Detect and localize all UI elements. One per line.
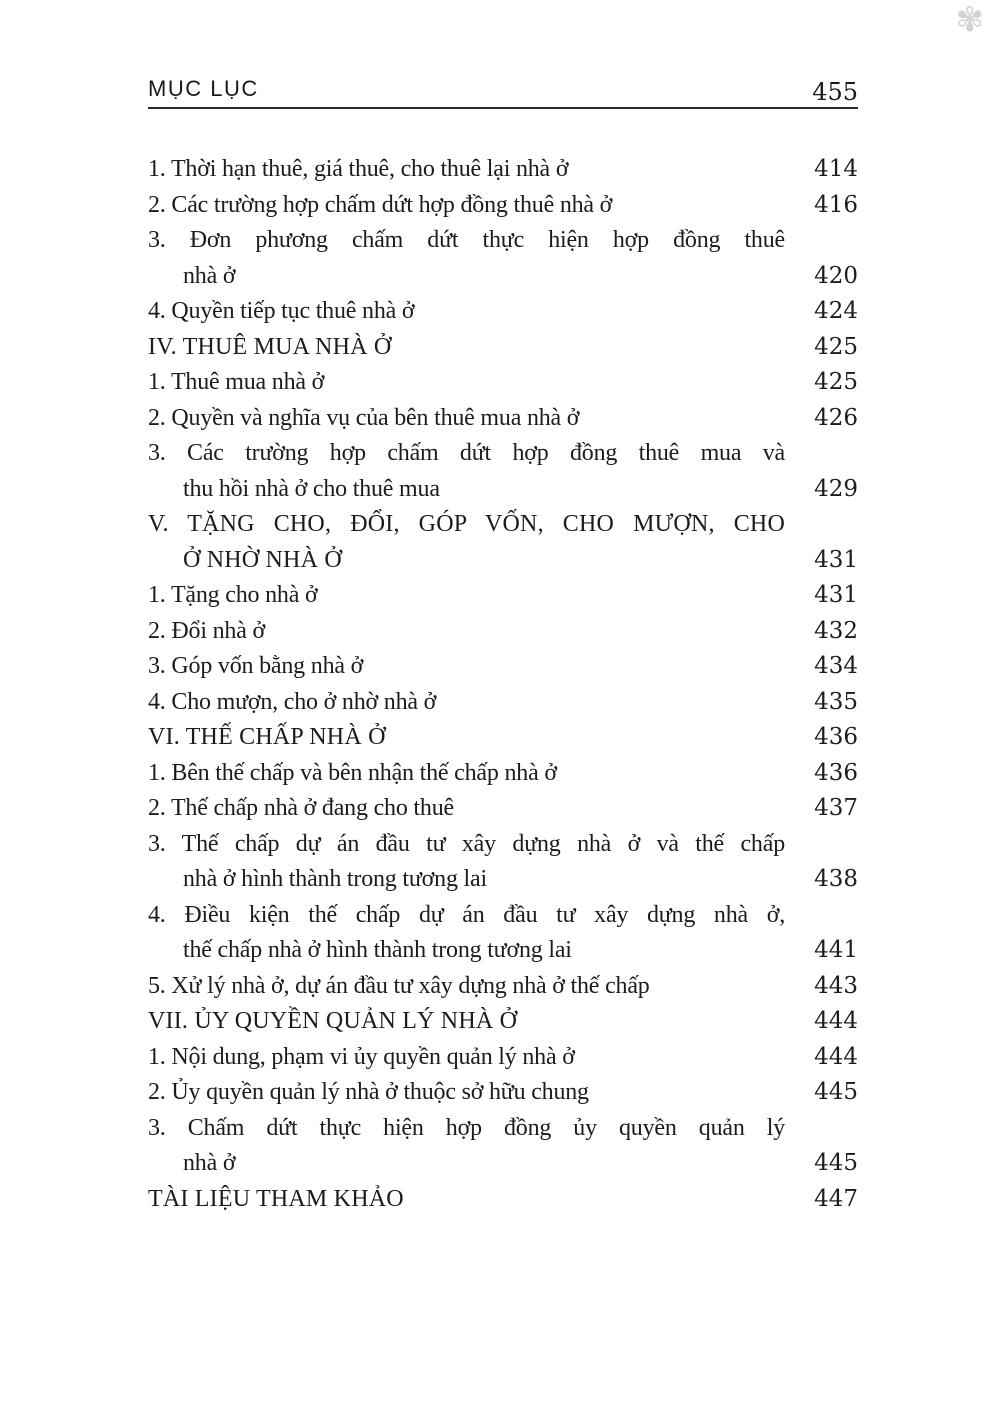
toc-entry-page: 420 xyxy=(814,262,858,289)
toc-entry-page: 444 xyxy=(814,1043,858,1070)
toc-entry-line: 3. Các trường hợp chấm dứt hợp đồng thuê mua và xyxy=(148,440,785,466)
toc-entry xyxy=(148,294,858,330)
toc-entry-line: 3. Đơn phương chấm dứt thực hiện hợp đồng thuê xyxy=(148,227,785,253)
toc-entry-line: 5. Xử lý nhà ở, dự án đầu tư xây dựng nhà ở thế chấp xyxy=(148,972,650,999)
header-rule xyxy=(148,107,858,109)
toc-entry-line: 2. Ủy quyền quản lý nhà ở thuộc sở hữu chung xyxy=(148,1079,589,1105)
toc-entry xyxy=(148,223,858,294)
toc-entry-line: 2. Thế chấp nhà ở đang cho thuê xyxy=(148,795,454,821)
toc-entry-line: V. TẶNG CHO, ĐỔI, GÓP VỐN, CHO MƯỢN, CHO xyxy=(148,511,785,537)
toc-entry-line: nhà ở hình thành trong tương lai xyxy=(183,866,487,892)
toc-entry-page: 436 xyxy=(814,759,858,786)
flower-icon: ✾ xyxy=(955,2,984,39)
page-title: MỤC LỤC xyxy=(148,76,259,101)
toc-entry-page: 414 xyxy=(814,156,858,182)
toc-entry-line: 1. Bên thế chấp và bên nhận thế chấp nhà ở xyxy=(148,759,557,786)
toc-entry-page: 425 xyxy=(814,369,858,395)
toc-entry-page: 425 xyxy=(814,333,858,360)
toc-entry xyxy=(148,365,858,401)
toc-entry-page: 416 xyxy=(814,191,858,218)
toc-entry xyxy=(148,898,858,969)
toc-entry xyxy=(148,578,858,614)
toc-entry-line: VI. THẾ CHẤP NHÀ Ở xyxy=(148,724,386,750)
toc-entry xyxy=(148,188,858,224)
toc-entry-line: IV. THUÊ MUA NHÀ Ở xyxy=(148,333,392,360)
toc-entry xyxy=(148,614,858,650)
toc-entry-page: 435 xyxy=(814,688,858,715)
toc-entry-page: 434 xyxy=(814,653,858,679)
toc-entry-page: 444 xyxy=(814,1008,858,1034)
toc-entry-line: 1. Tặng cho nhà ở xyxy=(148,582,318,608)
toc-entry xyxy=(148,1040,858,1076)
toc-entry xyxy=(148,791,858,827)
toc-entry-line: 4. Quyền tiếp tục thuê nhà ở xyxy=(148,298,415,324)
header-page-number: 455 xyxy=(812,78,858,106)
toc-entry-line: 3. Chấm dứt thực hiện hợp đồng ủy quyền quản lý xyxy=(148,1114,785,1141)
toc-entry xyxy=(148,685,858,721)
page-header xyxy=(148,72,858,106)
toc-entry-line: 4. Cho mượn, cho ở nhờ nhà ở xyxy=(148,688,437,715)
toc-entry-page: 424 xyxy=(814,298,858,324)
toc-entry-page: 445 xyxy=(814,1079,858,1105)
toc-entry-line: VII. ỦY QUYỀN QUẢN LÝ NHÀ Ở xyxy=(148,1008,518,1034)
toc-section-heading xyxy=(148,1004,858,1040)
toc-entry-page: 443 xyxy=(814,972,858,999)
toc-entry xyxy=(148,436,858,507)
toc-entry-line: 2. Đổi nhà ở xyxy=(148,617,265,644)
toc-entry-page: 429 xyxy=(814,475,858,502)
toc-entry-page: 438 xyxy=(814,866,858,892)
toc-entry-line: 2. Quyền và nghĩa vụ của bên thuê mua nhà ở xyxy=(148,404,580,431)
toc-entry-line: nhà ở xyxy=(183,262,236,289)
toc-entry-line: 3. Góp vốn bằng nhà ở xyxy=(148,653,364,679)
toc-entry-page: 441 xyxy=(814,937,858,963)
toc-entry-page: 431 xyxy=(814,546,858,573)
toc-entry-line: 1. Thuê mua nhà ở xyxy=(148,369,325,395)
toc-entry-line: TÀI LIỆU THAM KHẢO xyxy=(148,1185,404,1212)
toc-section-heading xyxy=(148,1182,858,1218)
toc-entry-page: 437 xyxy=(814,795,858,821)
toc-entry-page: 445 xyxy=(814,1150,858,1176)
toc-entry xyxy=(148,649,858,685)
toc-entry-line: Ở NHỜ NHÀ Ở xyxy=(183,546,342,573)
toc-entry-line: 1. Nội dung, phạm vi ủy quyền quản lý nhà ở xyxy=(148,1043,575,1070)
toc-entry-line: thế chấp nhà ở hình thành trong tương lai xyxy=(183,937,572,963)
toc-entry-page: 436 xyxy=(814,724,858,750)
toc-section-heading xyxy=(148,330,858,366)
toc-entry-line: nhà ở xyxy=(183,1150,236,1176)
toc-entry xyxy=(148,827,858,898)
toc-entry xyxy=(148,756,858,792)
toc-entry xyxy=(148,969,858,1005)
toc-entry xyxy=(148,1111,858,1182)
toc-entry-line: 3. Thế chấp dự án đầu tư xây dựng nhà ở và thế chấp xyxy=(148,830,785,857)
toc-entry-line: 1. Thời hạn thuê, giá thuê, cho thuê lại nhà ở xyxy=(148,156,569,182)
toc-entry-line: 2. Các trường hợp chấm dứt hợp đồng thuê nhà ở xyxy=(148,191,613,218)
toc-list xyxy=(148,152,858,1217)
toc-section-heading xyxy=(148,507,858,578)
toc-entry xyxy=(148,401,858,437)
toc-entry-page: 447 xyxy=(814,1185,858,1212)
toc-entry-page: 426 xyxy=(814,404,858,431)
toc-entry xyxy=(148,152,858,188)
toc-section-heading xyxy=(148,720,858,756)
toc-entry-line: 4. Điều kiện thế chấp dự án đầu tư xây dựng nhà ở, xyxy=(148,901,785,928)
toc-entry-page: 432 xyxy=(814,617,858,644)
toc-entry-line: thu hồi nhà ở cho thuê mua xyxy=(183,475,440,502)
toc-entry xyxy=(148,1075,858,1111)
toc-entry-page: 431 xyxy=(814,582,858,608)
